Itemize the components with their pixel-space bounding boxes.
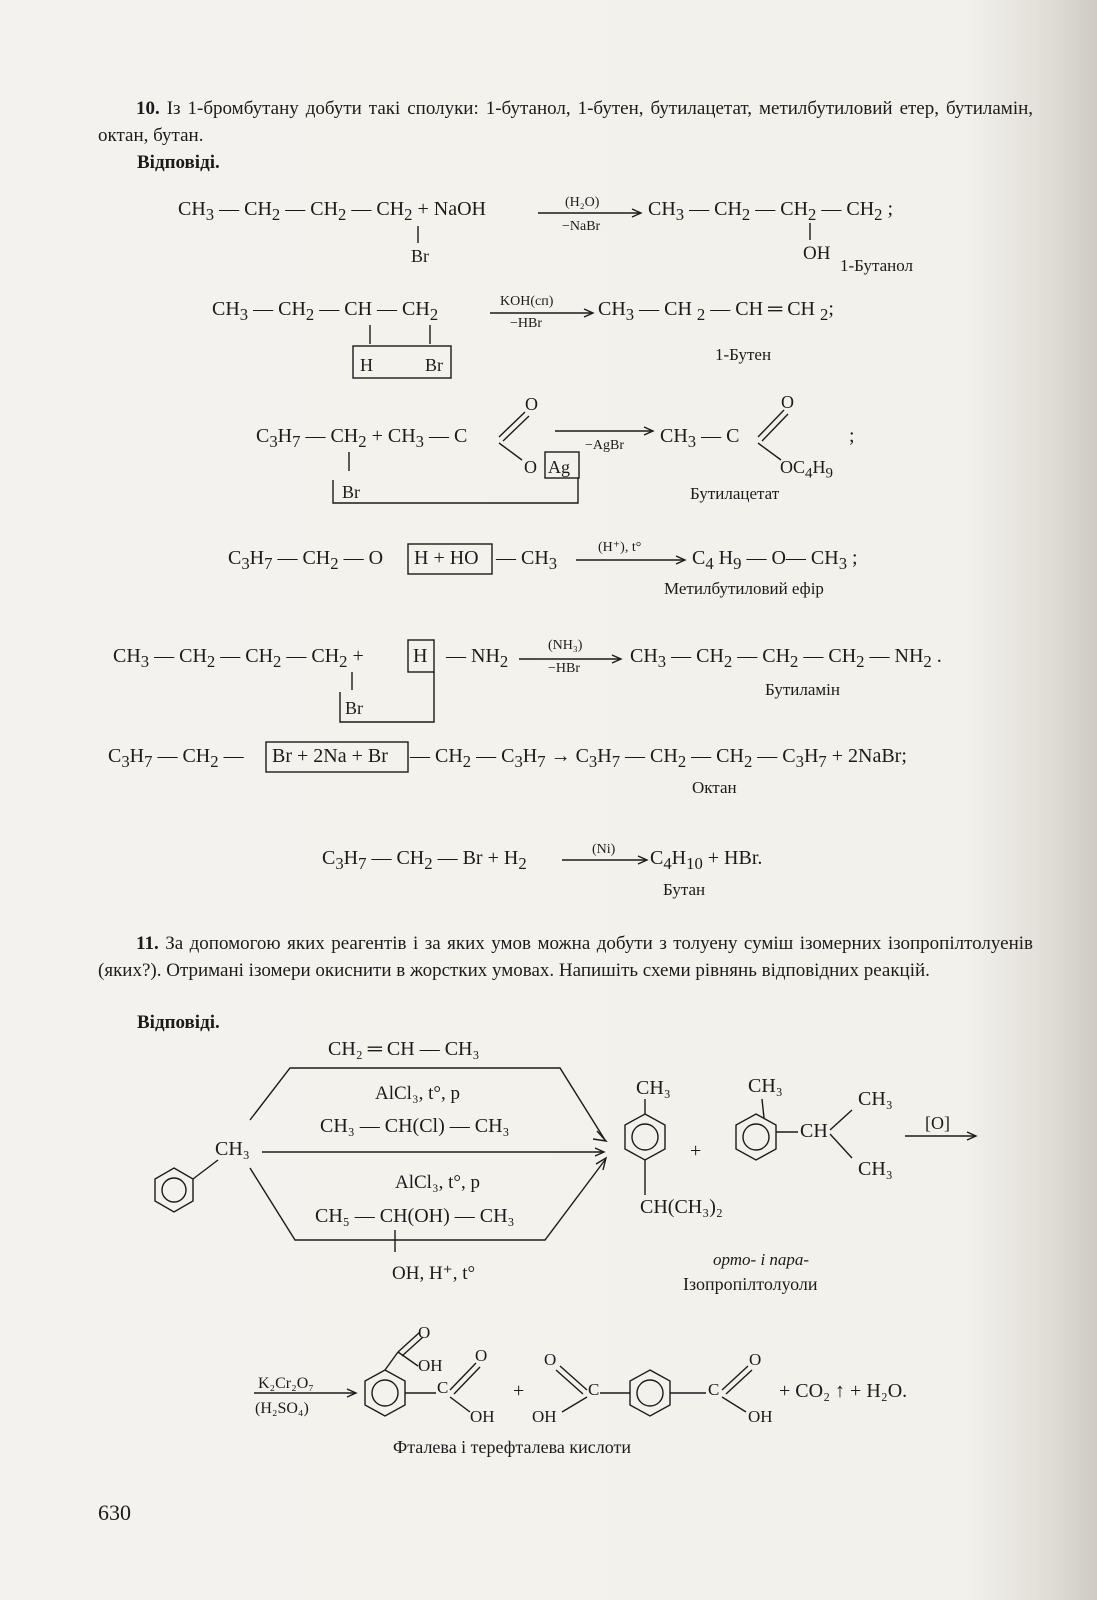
equation-4-product: $C_4$ $H_9$ — O— $CH_3$ ;: [692, 547, 858, 573]
equation-2-product: $CH_3$ — CH $_2$ — CH ═ CH $_2$;: [598, 298, 834, 324]
eq1-br: Br: [411, 246, 429, 266]
plus-sign: +: [690, 1140, 702, 1162]
tere-o1: O: [544, 1350, 557, 1369]
problem-11-answer-label: Відповіді.: [137, 1012, 220, 1033]
eq3-o1: O: [525, 394, 538, 414]
equation-2: $CH_3$ — $CH_2$ — CH — $CH_2$: [212, 298, 439, 324]
bottom-branch-arrow: [250, 1160, 605, 1240]
eq3-cond: −AgBr: [585, 438, 625, 453]
acids-caption: Фталева і терефталева кислоти: [393, 1437, 631, 1457]
eq3-ag: Ag: [548, 457, 570, 477]
problem-11-number: 11.: [136, 933, 159, 954]
problem-11-text: За допомогою яких реагентів і за яких умов можна добути з толуену суміш ізомерних ізопропілтолуенів (яких?). Отримані ізомери окиснити в жорстких умовах. Напишіть схеми рівнянь відповідних реакцій.: [98, 933, 1033, 981]
isomer-caption: Ізопропілтолуоли: [683, 1274, 818, 1294]
oxidant-top: K₂Cr₂O₇: [258, 1375, 314, 1392]
toluene-ch3: CH₃: [215, 1138, 250, 1160]
product-butylamine: Бутиламін: [765, 680, 840, 699]
eq6-rest: — $CH_2$ — $C_3H_7 \to C_3H_7$ — $CH_2$ — $CH_2$ — $C_3H_7$ + 2NaBr;: [410, 745, 907, 771]
phthalic-o2: O: [475, 1346, 488, 1365]
phthalic-ring: [365, 1370, 405, 1416]
eq5-cond-bottom: −HBr: [548, 661, 581, 676]
eq2-cond-top: KOH(сп): [500, 294, 554, 309]
page-number: 630: [98, 1500, 131, 1525]
condition-bot: OH, H⁺, t°: [392, 1263, 476, 1284]
phthalic-o1: O: [418, 1323, 431, 1342]
phthalic-c2: C: [437, 1378, 449, 1397]
reaction-tail: + CO₂ ↑ + H₂O.: [779, 1380, 908, 1402]
eq1-cond-bottom: −NaBr: [562, 219, 601, 234]
eq2-h: H: [360, 355, 373, 375]
equation-7-product: $C_4H_{10}$ + HBr.: [650, 847, 763, 873]
reagent-propene: CH₂ ═ CH — CH₃: [328, 1038, 480, 1060]
eq3-box: [333, 478, 578, 503]
eq5-nh2: — $NH_2$: [446, 645, 509, 671]
product-butyl-acetate: Бутилацетат: [690, 484, 780, 503]
oxidation-label: [O]: [925, 1113, 950, 1133]
tere-oh1: OH: [532, 1407, 557, 1426]
terephthalic-ring: [630, 1370, 670, 1416]
equation-5: $CH_3$ — $CH_2$ — $CH_2$ — $CH_2$ +: [113, 645, 364, 671]
eq1-cond-top: (H₂O): [565, 195, 600, 210]
ortho-ch3: CH₃: [748, 1075, 783, 1097]
eq4-box: [408, 544, 492, 574]
ortho-ch: CH: [800, 1120, 828, 1142]
equation-5-product: $CH_3$ — $CH_2$ — $CH_2$ — $CH_2$ — $NH_2$ .: [630, 645, 942, 671]
ortho-product-ring: [736, 1114, 776, 1160]
eq1-oh: OH: [803, 243, 831, 264]
equation-4: $C_3H_7$ — $CH_2$ — O: [228, 547, 384, 573]
para-isopropyl: CH(CH₃)₂: [640, 1196, 723, 1218]
tere-c2: C: [708, 1380, 720, 1399]
ortho-me1: CH₃: [858, 1088, 893, 1110]
problem-10-text: Із 1-бромбутану добути такі сполуки: 1-бутанол, 1-бутен, бутилацетат, метилбутиловий етер, бутиламін, октан, бутан.: [98, 98, 1034, 146]
acid-plus: +: [513, 1380, 525, 1402]
phthalic-oh2: OH: [470, 1407, 495, 1426]
eq5-br: Br: [345, 698, 363, 718]
product-methyl-butyl-ether: Метилбутиловий ефір: [664, 579, 824, 598]
eq2-box: [353, 346, 451, 378]
equation-3: $C_3H_7$ — $CH_2 + CH_3$ — C: [256, 425, 468, 451]
equation-1: $CH_3$ — $CH_2$ — $CH_2$ — $CH_2$ + NaOH: [178, 198, 486, 224]
eq3-o2: O: [781, 392, 794, 412]
phthalic-oh1: OH: [418, 1356, 443, 1375]
eq4-boxed: H + HO: [414, 547, 479, 569]
product-1-butanol: 1-Бутанол: [840, 256, 914, 275]
tere-c1: C: [588, 1380, 600, 1399]
eq3-oc4h9: $OC_4H_9$: [780, 457, 834, 482]
problem-10-answer-label: Відповіді.: [137, 152, 220, 173]
condition-mid: AlCl₃, t°, p: [395, 1172, 480, 1193]
product-butane: Бутан: [663, 880, 706, 899]
ortho-me2: CH₃: [858, 1158, 893, 1180]
reagent-propanol: CH₅ — CH(OH) — CH₃: [315, 1205, 515, 1227]
oxidant-bottom: (H₂SO₄): [255, 1400, 309, 1417]
top-branch-arrow: [250, 1068, 605, 1140]
tere-o2: O: [749, 1350, 762, 1369]
eq4-ch3: — $CH_3$: [496, 547, 558, 573]
eq3-semicolon: ;: [849, 425, 855, 447]
reagent-chloropropane: CH₃ — CH(Cl) — CH₃: [320, 1115, 510, 1137]
product-octane: Октан: [692, 778, 737, 797]
tere-oh2: OH: [748, 1407, 773, 1426]
equation-7: $C_3H_7$ — $CH_2$ — $Br + H_2$: [322, 847, 527, 873]
eq2-br: Br: [425, 355, 443, 375]
para-product-ring: [625, 1114, 665, 1160]
equation-1-product: $CH_3$ — $CH_2$ — $CH_2$ — $CH_2$ ;: [648, 198, 894, 224]
eq6-boxed: Br + 2Na + Br: [272, 745, 388, 767]
condition-top: AlCl₃, t°, p: [375, 1083, 460, 1104]
eq4-cond: (H⁺), t°: [598, 540, 642, 555]
isomer-caption-italic: орто- і пара-: [713, 1250, 810, 1269]
eq3-o-ag: O: [524, 457, 537, 477]
eq5-cond-top: (NH₃): [548, 638, 583, 653]
eq7-cond: (Ni): [592, 842, 616, 857]
eq2-cond-bottom: −HBr: [510, 316, 543, 331]
product-1-butene: 1-Бутен: [715, 345, 772, 364]
eq3-br: Br: [342, 482, 360, 502]
eq5-h: H: [413, 645, 428, 667]
equation-3-product: $CH_3$ — C: [660, 425, 740, 451]
eq6-box: [266, 742, 408, 772]
equation-6: $C_3H_7$ — $CH_2$ —: [108, 745, 244, 771]
problem-10-number: 10.: [136, 98, 160, 119]
toluene-ring: [155, 1168, 193, 1212]
para-ch3: CH₃: [636, 1077, 671, 1099]
